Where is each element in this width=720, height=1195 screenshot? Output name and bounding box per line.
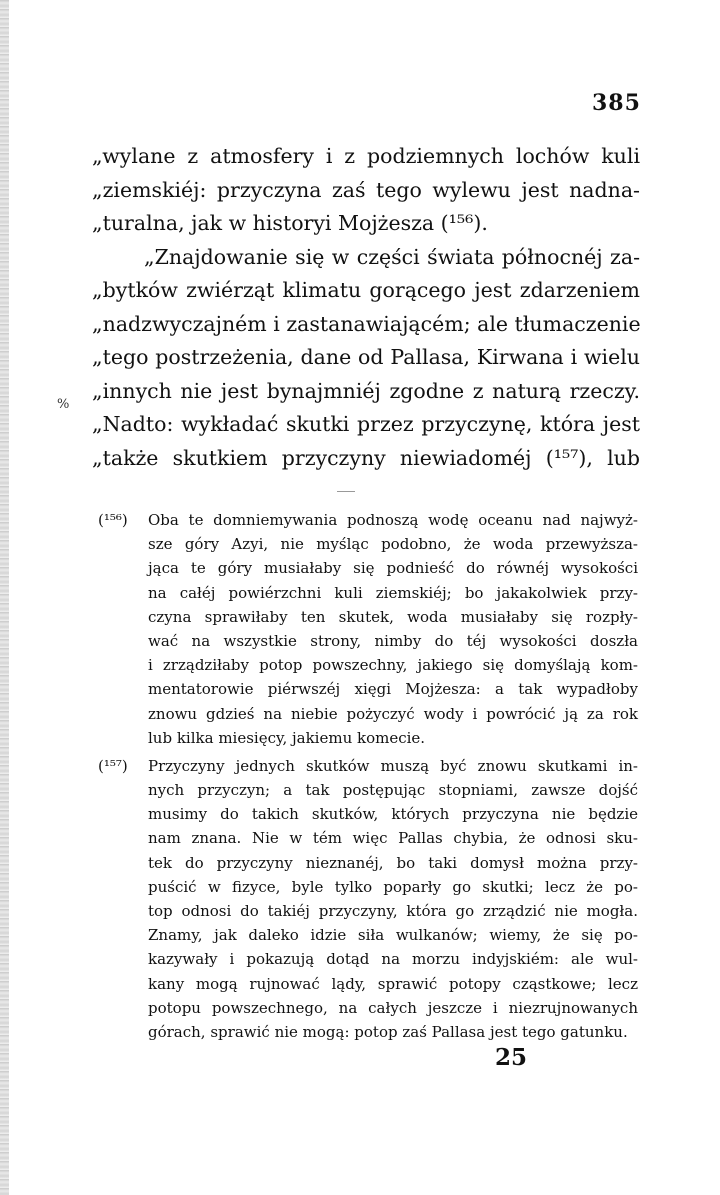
footnote-line: nych przyczyn; a tak postępując stopniami, zawsze dojść: [148, 781, 638, 800]
footnote-line: sze góry Azyi, nie myśląc podobno, że woda przewyższa-: [148, 535, 638, 554]
main-line: „nadzwyczajném i zastanawiającém; ale tłumaczenie: [92, 311, 641, 336]
footnotes: [98, 508, 638, 1044]
footnote-line: wać na wszystkie strony, nimby do téj wysokości doszła: [148, 631, 638, 650]
main-line: „Nadto: wykładać skutki przez przyczynę, która jest: [92, 412, 640, 436]
main-line: „turalna, jak w historyi Mojżesza (¹⁵⁶).: [92, 211, 488, 235]
main-line: „ziemskiéj: przyczyna zaś tego wylewu jest nadna-: [92, 177, 640, 202]
footnote-line: nam znana. Nie w tém więc Pallas chybia, że odnosi sku-: [148, 829, 638, 848]
footnote-line-text: Przyczyny jednych skutków muszą być znowu skutkami in-: [148, 756, 638, 775]
page-number: 385: [592, 90, 641, 116]
main-line: „innych nie jest bynajmniéj zgodne z naturą rzeczy.: [92, 378, 640, 403]
footnote-line: lub kilka miesięcy, jakiemu komecie.: [148, 728, 426, 747]
footnote-marker: (¹⁵⁶): [98, 511, 128, 529]
main-line: „także skutkiem przyczyny niewiadoméj (¹⁵⁷), lub: [92, 445, 640, 470]
footnote-157: [98, 754, 638, 1044]
footnote-line: znowu gdzieś na niebie pożyczyć wody i powrócić ją za rok: [148, 704, 638, 723]
footnote-line: kany mogą rujnować lądy, sprawić potopy cząstkowe; lecz: [148, 974, 638, 993]
footnote-line: czyna sprawiłaby ten skutek, woda musiałaby się rozpły-: [148, 607, 638, 626]
page-edge: [0, 0, 9, 1195]
main-line: „tego postrzeżenia, dane od Pallasa, Kirwana i wielu: [92, 345, 640, 369]
footnote-separator: [337, 491, 355, 492]
footnote-line: musimy do takich skutków, których przyczyna nie będzie: [148, 805, 638, 824]
footnote-line: jąca te góry musiałaby się podnieść do równéj wysokości: [148, 559, 638, 578]
footnote-line: górach, sprawić nie mogą: potop zaś Pallasa jest tego gatunku.: [148, 1022, 628, 1041]
main-line: „wylane z atmosfery i z podziemnych lochów kuli: [92, 144, 640, 168]
main-text: [92, 140, 640, 475]
footnote-marker: (¹⁵⁷): [98, 756, 128, 775]
footnote-line: i zrządziłaby potop powszechny, jakiego się domyślają kom-: [148, 656, 638, 675]
footnote-line: na całéj powiérzchni kuli ziemskiéj; bo jakakolwiek przy-: [148, 583, 638, 602]
footnote-line: Znamy, jak daleko idzie siła wulkanów; wiemy, że się po-: [148, 926, 638, 945]
signature-mark: 25: [495, 1044, 528, 1071]
footnote-line: potopu powszechnego, na całych jeszcze i niezrujnowanych: [148, 998, 638, 1017]
footnote-line: puścić w fizyce, byle tylko poparły go skutki; lecz że po-: [148, 877, 638, 896]
footnote-line: kazywały i pokazują dotąd na morzu indyjskiém: ale wul-: [148, 950, 638, 969]
main-line: „bytków zwiérząt klimatu gorącego jest zdarzeniem: [92, 278, 640, 302]
footnote-line: tek do przyczyny nieznanéj, bo taki domysł można przy-: [148, 853, 638, 872]
footnote-156: [98, 508, 638, 750]
footnote-line-text: Oba te domniemywania podnoszą wodę oceanu nad najwyż-: [148, 511, 638, 529]
stray-mark: %: [57, 397, 70, 412]
footnote-line: top odnosi do takiéj przyczyny, która go zrządzić nie mogła.: [148, 902, 638, 920]
footnote-line: [98, 754, 638, 778]
footnote-line: [98, 508, 638, 532]
main-line: „Znajdowanie się w części świata północnéj za-: [144, 244, 640, 269]
footnote-line: mentatorowie piérwszéj xięgi Mojżesza: a tak wypadłoby: [148, 680, 638, 699]
